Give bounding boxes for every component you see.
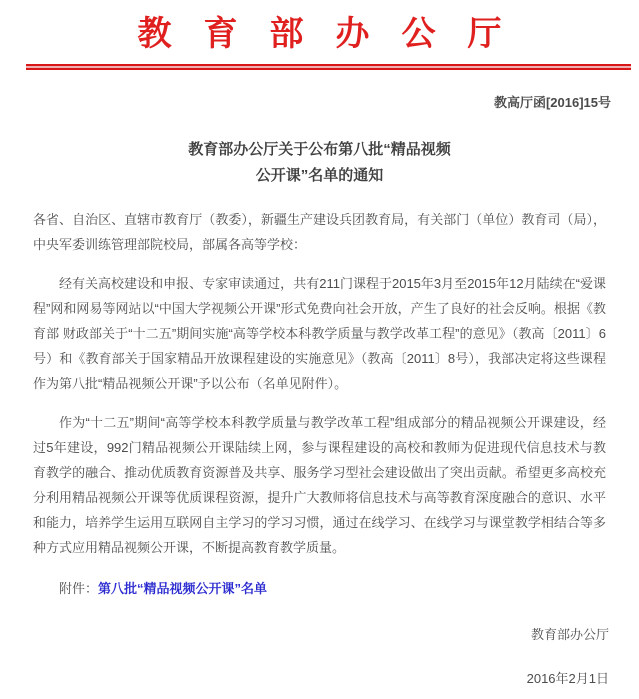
issuer-signature: 教育部办公厅 <box>530 627 609 642</box>
notice-footer <box>0 625 639 699</box>
salutation-paragraph: 各省、自治区、直辖市教育厅（教委），新疆生产建设兵团教育局，有关部门（单位）教育司（局），中央军委训练管理部院校局，部属各高等学校： <box>33 212 606 252</box>
issue-date: 2016年2月1日 <box>526 671 609 686</box>
body-paragraph-2: 作为“十二五”期间“高等学校本科教学质量与教学改革工程”组成部分的精品视频公开课建设，经过5年建设，992门精品视频公开课陆续上网，参与课程建设的高校和教师为促进现代信息技术与教育教学的融合、推动优质教育资源普及共享、服务学习型社会建设做出了突出贡献。希望更多高校充分利用精品视频公开课等优质课程资源，提升广大教师将信息技术与高等教育深度融合的意识、水平和能力，培养学生运用互联网自主学习的学习习惯，通过在线学习、在线学习与课堂教学相结合等多种方式应用精品视频公开课，不断提高教育教学质量。 <box>33 415 606 555</box>
notice-title-line-2: 公开课”名单的通知 <box>255 167 384 184</box>
document-number: 教高厅函[2016]15号 <box>493 95 611 110</box>
attachment-link[interactable]: 第八批“精品视频公开课”名单 <box>98 581 268 596</box>
letterhead <box>0 0 639 55</box>
notice-body <box>33 207 606 601</box>
letterhead-org-name: 教育部办公厅 <box>137 16 534 53</box>
notice-title <box>0 137 639 189</box>
attachment-label: 附件： <box>59 581 99 596</box>
body-paragraph-1: 经有关高校建设和申报、专家审读通过，共有211门课程于2015年3月至2015年12月陆续在“爱课程”网和网易等网站以“中国大学视频公开课”形式免费向社会开放，产生了良好的社会反响。根据《教育部 财政部关于“十二五”期间实施“高等学校本科教学质量与教学改革工程”的意见》（教高〔2011〕6号）和《教育部关于国家精品开放课程建设的实施意见》（教高〔2011〕8号），我部决定将这些课程作为第八批“精品视频公开课”予以公布（名单见附件）。 <box>33 276 606 391</box>
letterhead-divider <box>26 64 631 70</box>
notice-title-line-1: 教育部办公厅关于公布第八批“精品视频 <box>188 141 451 158</box>
attachment-line <box>33 576 606 601</box>
